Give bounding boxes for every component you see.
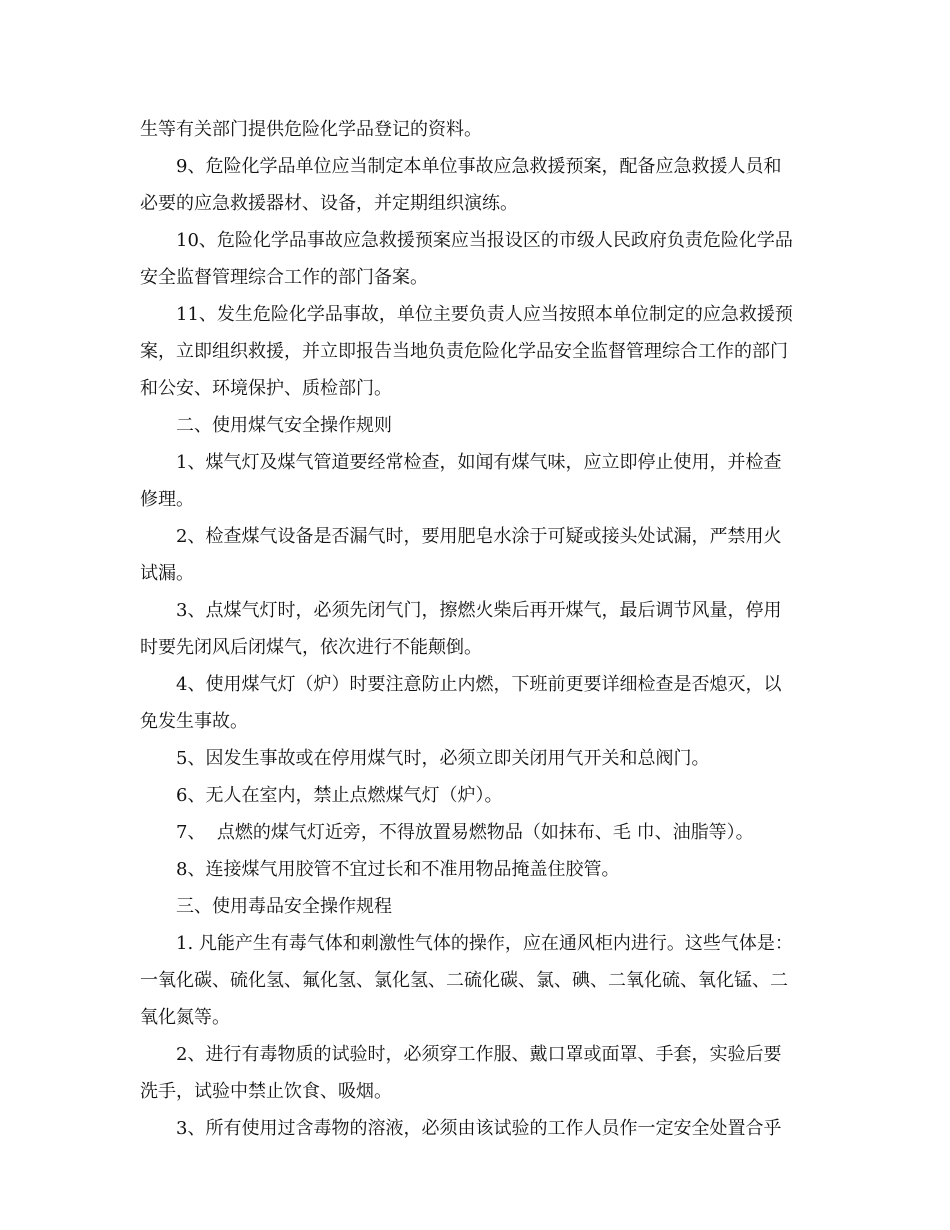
text-line: 修理。	[140, 489, 194, 510]
text-line: 试漏。	[140, 563, 194, 584]
text-line: 5、因发生事故或在停用煤气时，必须立即关闭用气开关和总阀门。	[176, 748, 710, 769]
text-line: 9、危险化学品单位应当制定本单位事故应急救援预案，配备应急救援人员和	[176, 156, 782, 177]
section-heading: 三、使用毒品安全操作规程	[176, 896, 392, 917]
text-line: 安全监督管理综合工作的部门备案。	[140, 267, 428, 288]
text-line: 1、煤气灯及煤气管道要经常检查，如闻有煤气味，应立即停止使用，并检查	[176, 452, 782, 473]
text-line: 氧化氮等。	[140, 1007, 230, 1028]
text-line: 2、进行有毒物质的试验时，必须穿工作服、戴口罩或面罩、手套，实验后要	[176, 1044, 782, 1065]
text-line: 4、使用煤气灯（炉）时要注意防止内燃，下班前更要详细检查是否熄灭，以	[176, 674, 782, 695]
text-line: 洗手，试验中禁止饮食、吸烟。	[140, 1081, 392, 1102]
text-line: 一氧化碳、硫化氢、氟化氢、氯化氢、二硫化碳、氯、碘、二氧化硫、氧化锰、二	[140, 970, 788, 991]
document-body	[140, 111, 815, 1147]
text-line: 和公安、环境保护、质检部门。	[140, 378, 392, 399]
text-line: 生等有关部门提供危险化学品登记的资料。	[140, 119, 482, 140]
text-line: 时要先闭风后闭煤气，依次进行不能颠倒。	[140, 637, 482, 658]
text-line: 3、点煤气灯时，必须先闭气门，擦燃火柴后再开煤气，最后调节风量，停用	[176, 600, 782, 621]
text-line: 免发生事故。	[140, 711, 248, 732]
section-heading: 二、使用煤气安全操作规则	[176, 415, 392, 436]
text-line: 1. 凡能产生有毒气体和刺激性气体的操作，应在通风柜内进行。这些气体是：	[176, 933, 793, 954]
text-line: 案，立即组织救援，并立即报告当地负责危险化学品安全监督管理综合工作的部门	[140, 341, 788, 362]
text-line: 10、危险化学品事故应急救援预案应当报设区的市级人民政府负责危险化学品	[176, 230, 793, 251]
text-line: 3、所有使用过含毒物的溶液，必须由该试验的工作人员作一定安全处置合乎	[176, 1118, 782, 1139]
text-line: 11、发生危险化学品事故，单位主要负责人应当按照本单位制定的应急救援预	[176, 304, 793, 325]
text-line: 2、检查煤气设备是否漏气时，要用肥皂水涂于可疑或接头处试漏，严禁用火	[176, 526, 782, 547]
text-line: 7、 点燃的煤气灯近旁，不得放置易燃物品（如抹布、毛 巾、油脂等）。	[176, 822, 754, 843]
text-line: 8、连接煤气用胶管不宜过长和不准用物品掩盖住胶管。	[176, 859, 620, 880]
text-line: 必要的应急救援器材、设备，并定期组织演练。	[140, 193, 518, 214]
text-line: 6、无人在室内，禁止点燃煤气灯（炉）。	[176, 785, 503, 806]
